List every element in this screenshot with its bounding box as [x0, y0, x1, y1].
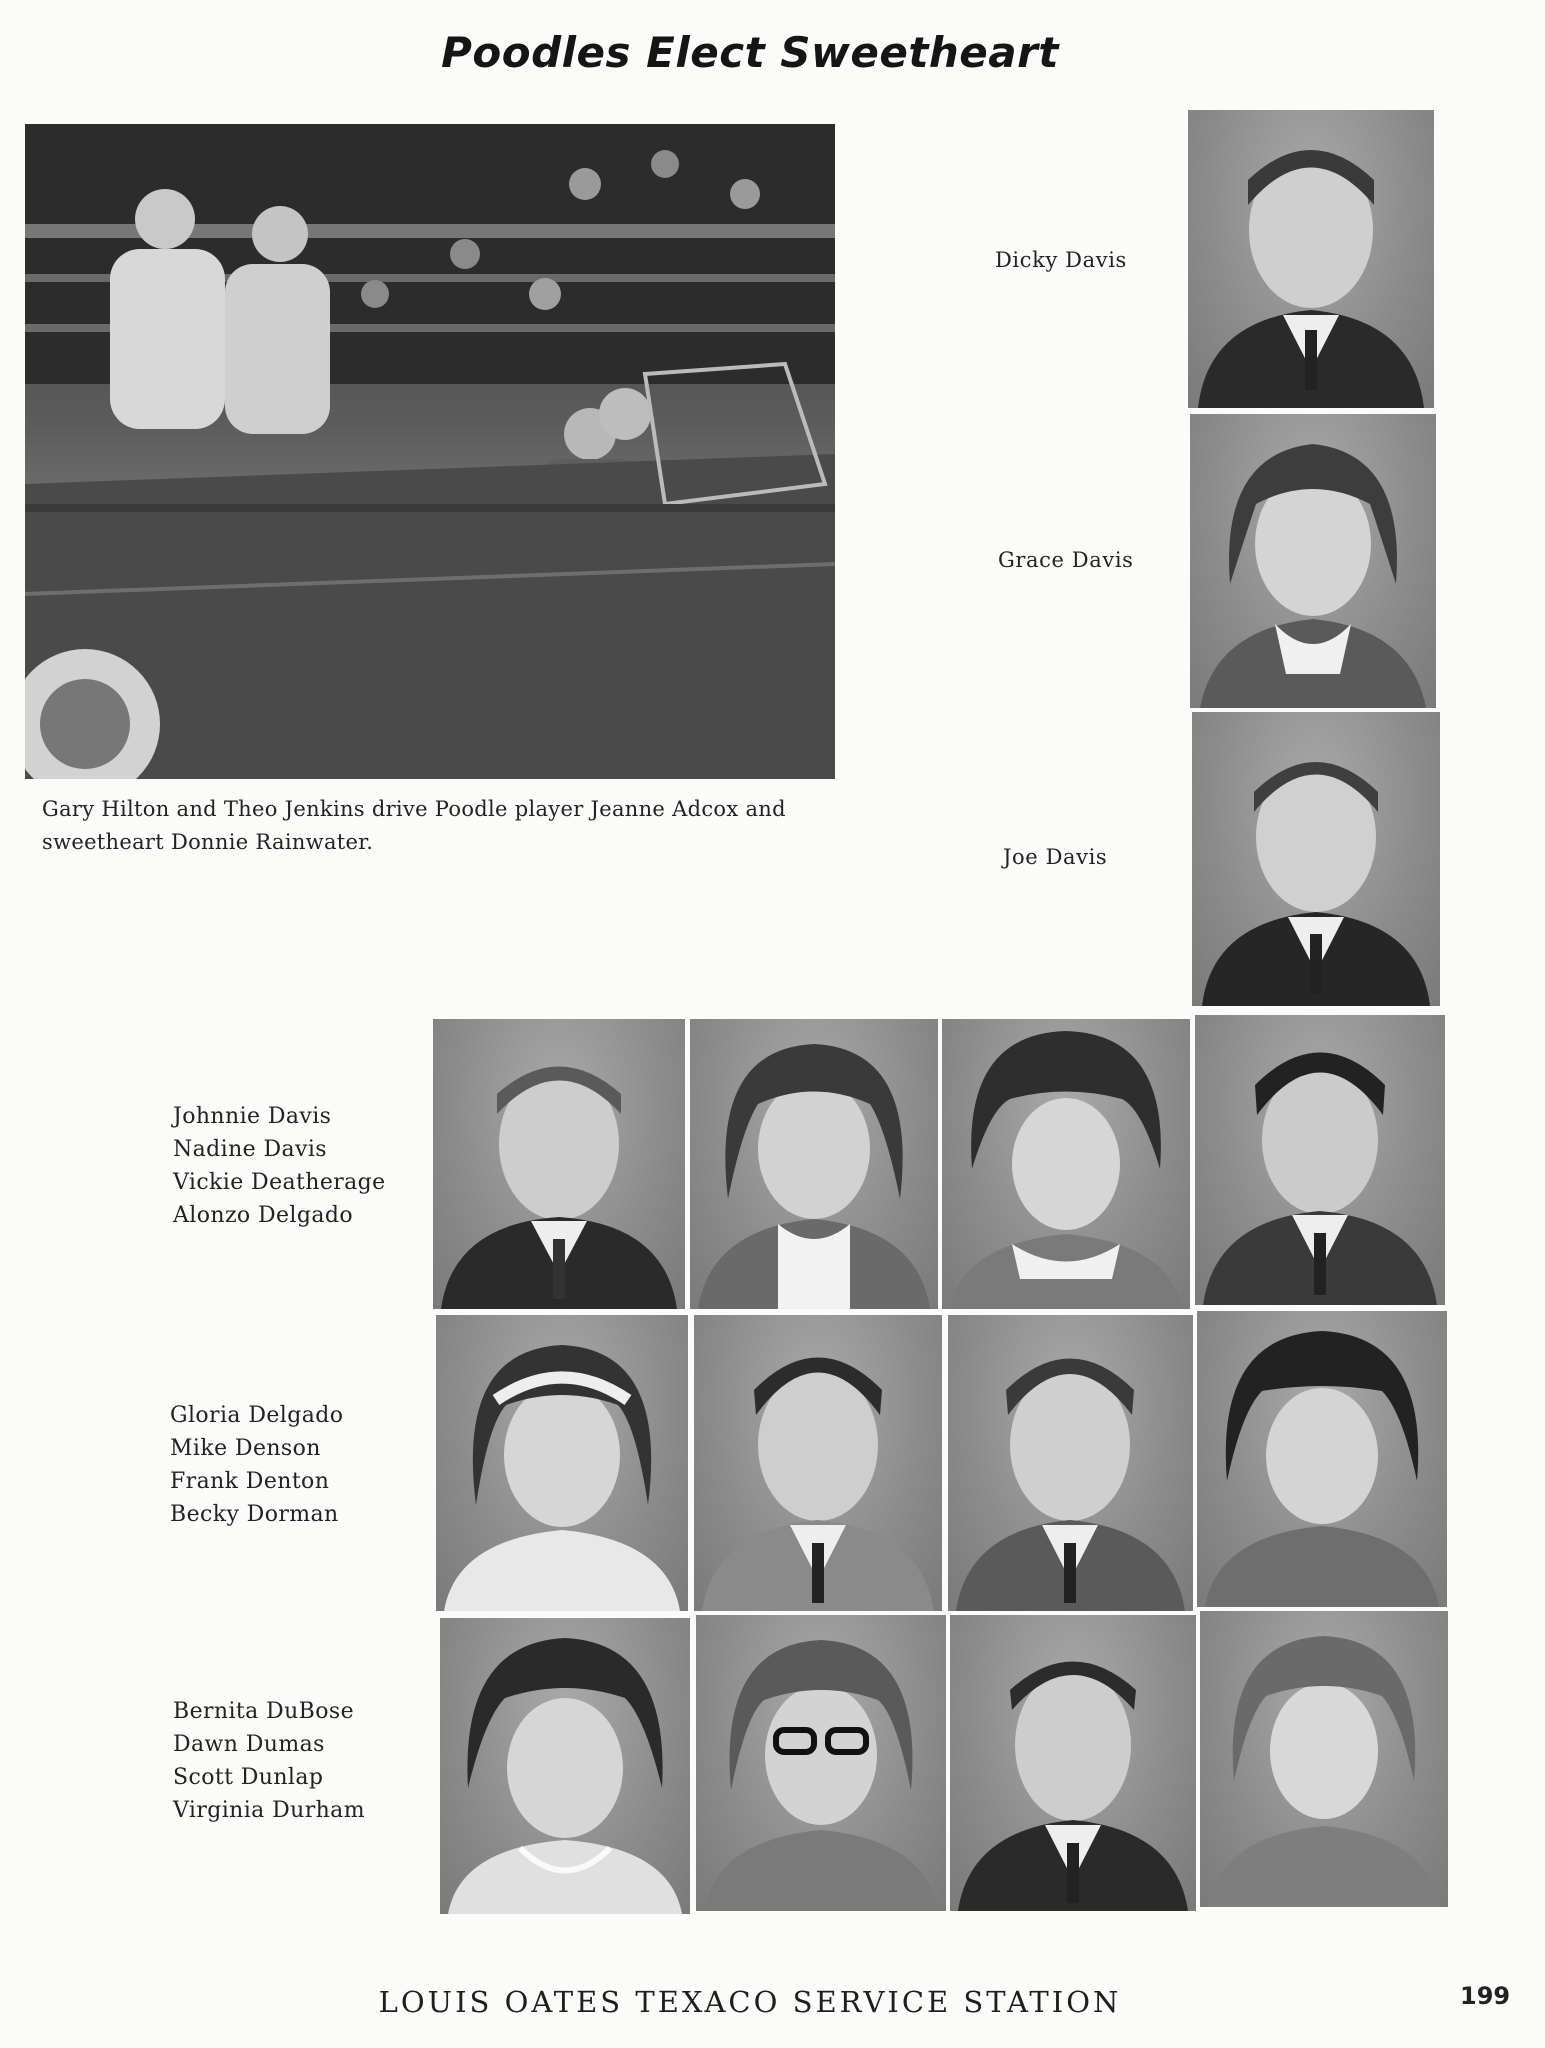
page-footer: LOUIS OATES TEXACO SERVICE STATION [378, 1985, 1122, 2019]
row-1-portrait-4 [1195, 1015, 1445, 1305]
row-3-portrait-2 [696, 1615, 946, 1911]
row-3-name-3: Scott Dunlap [173, 1765, 324, 1790]
feature-photo [25, 124, 835, 779]
row-3-portrait-3 [950, 1615, 1196, 1911]
row-2-portrait-1 [436, 1315, 688, 1611]
row-1-name-2: Nadine Davis [173, 1137, 327, 1162]
row-2-name-2: Mike Denson [170, 1436, 321, 1461]
single-portrait-1 [1188, 110, 1434, 408]
row-1-name-3: Vickie Deatherage [173, 1170, 386, 1195]
row-2-names [170, 1399, 343, 1531]
row-2-name-4: Becky Dorman [170, 1502, 339, 1527]
row-2-portrait-4 [1197, 1311, 1447, 1607]
row-1-portrait-1 [433, 1019, 685, 1309]
row-3-name-4: Virginia Durham [173, 1798, 365, 1823]
single-name-2: Grace Davis [998, 548, 1134, 572]
row-3-portrait-4 [1200, 1611, 1448, 1907]
row-2-portrait-2 [694, 1315, 942, 1611]
page-number: 199 [1460, 1982, 1511, 2010]
row-3-name-2: Dawn Dumas [173, 1732, 325, 1757]
row-3-name-1: Bernita DuBose [173, 1699, 354, 1724]
row-1-name-4: Alonzo Delgado [173, 1203, 353, 1228]
single-name-1: Dicky Davis [995, 248, 1127, 272]
row-3-names [173, 1695, 365, 1827]
feature-photo-caption: Gary Hilton and Theo Jenkins drive Poodle player Jeanne Adcox and sweetheart Donnie Rainwater. [42, 797, 786, 854]
page-headline: Poodles Elect Sweetheart [441, 28, 1059, 77]
row-1-name-1: Johnnie Davis [173, 1104, 332, 1129]
row-2-portrait-3 [948, 1315, 1193, 1611]
single-portrait-3 [1192, 712, 1440, 1006]
row-2-name-1: Gloria Delgado [170, 1403, 344, 1428]
row-2-name-3: Frank Denton [170, 1469, 330, 1494]
row-1-names [173, 1100, 386, 1232]
single-portrait-2 [1190, 414, 1436, 708]
single-name-3: Joe Davis [1003, 845, 1108, 869]
row-3-portrait-1 [440, 1618, 690, 1914]
row-1-portrait-2 [690, 1019, 938, 1309]
row-1-portrait-3 [942, 1019, 1190, 1309]
